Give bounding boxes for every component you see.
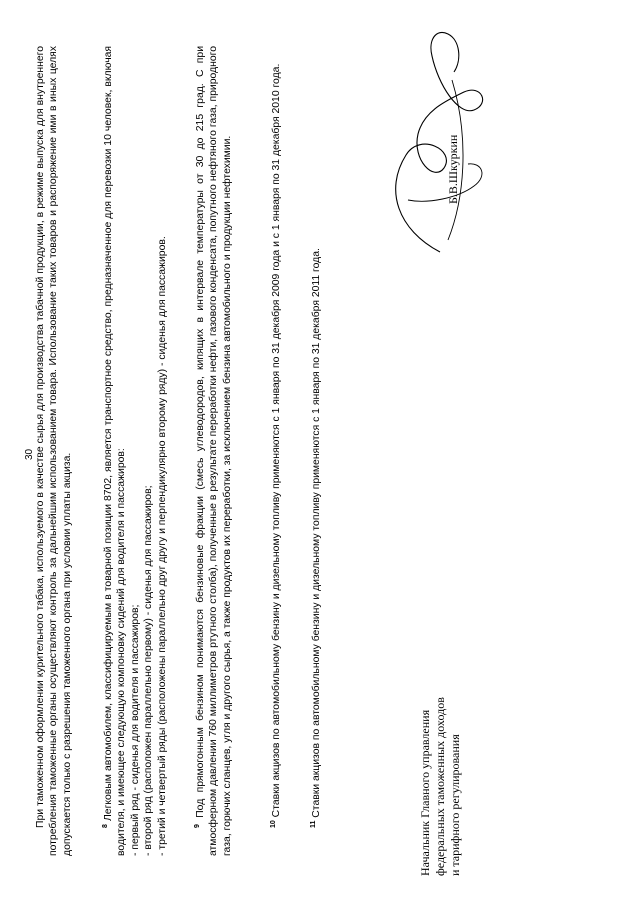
note-intro-text: При таможенном оформлении курительного табака, используемого в качестве сырья для производства табачной продукции, в режиме выпуска для внутреннего потребления таможенные органы осуществляют контроль за дальнейшим использованием товара. Использование таких товаров и распоряжение ими в иных целях допускается только с разрешения таможенного органа при условии уплаты акциза. <box>35 46 73 856</box>
signatory-title-line-2: федеральных таможенных доходов <box>433 697 447 876</box>
footnote-mark-8: 8 <box>102 824 109 828</box>
footnote-mark-9: 9 <box>194 824 201 828</box>
signatory-title-line-3: и тарифного регулирования <box>448 734 462 876</box>
note-8-item-3: - третий и четвертый ряды (расположены параллельно друг другу и перпендикулярно второму ряду) - сиденья для пассажиров. <box>156 236 168 856</box>
note-9-text: Под прямогонным бензином понимаются бензиновые фракции (смесь углеводородов, кипящих в интервале температуры от 30 до 215 град. С при атмосферном давлении 760 миллиметров ртутного столба), полученные в результате переработки нефти, газового конденсата, попутного нефтяного газа, природного газа, горючих сланцев, угля и другого сырья, а также продуктов их переработки, за исключением бензина автомобильного и продукции нефтехимии. <box>195 45 233 856</box>
footnote-mark-11: 11 <box>310 820 317 828</box>
page-number: 30 <box>24 448 35 460</box>
footnote-mark-10: 10 <box>270 820 277 828</box>
note-8-item-1: - первый ряд - сиденья для водителя и пассажиров; <box>129 604 141 856</box>
note-8 <box>102 46 169 856</box>
signature-block <box>418 616 463 876</box>
signatory-title-line-1: Начальник Главного управления <box>418 709 432 876</box>
note-11-text: Ставки акцизов по автомобильному бензину и дизельному топливу применяются с 1 января по 31 декабря 2011 года. <box>311 248 322 818</box>
note-8-text: Легковым автомобилем, классифицируемым в товарной позиции 8702, является транспортное средство, предназначенное для перевозки 10 человек, включая водителя, и имеющее следующую компоновку сидений для водителя и пассажиров: <box>103 45 128 856</box>
note-8-item-2: - второй ряд (расположен параллельно первому) - сиденья для пассажиров; <box>143 485 155 856</box>
note-10 <box>270 46 283 856</box>
note-10-text: Ставки акцизов по автомобильному бензину и дизельному топливу применяются с 1 января по 31 декабря 2009 года и с 1 января по 31 декабря 2010 года. <box>271 63 282 818</box>
note-9 <box>194 46 234 856</box>
note-11 <box>310 46 323 856</box>
signer-name: Б.В.Шкуркин <box>446 134 460 204</box>
note-intro <box>34 46 74 856</box>
